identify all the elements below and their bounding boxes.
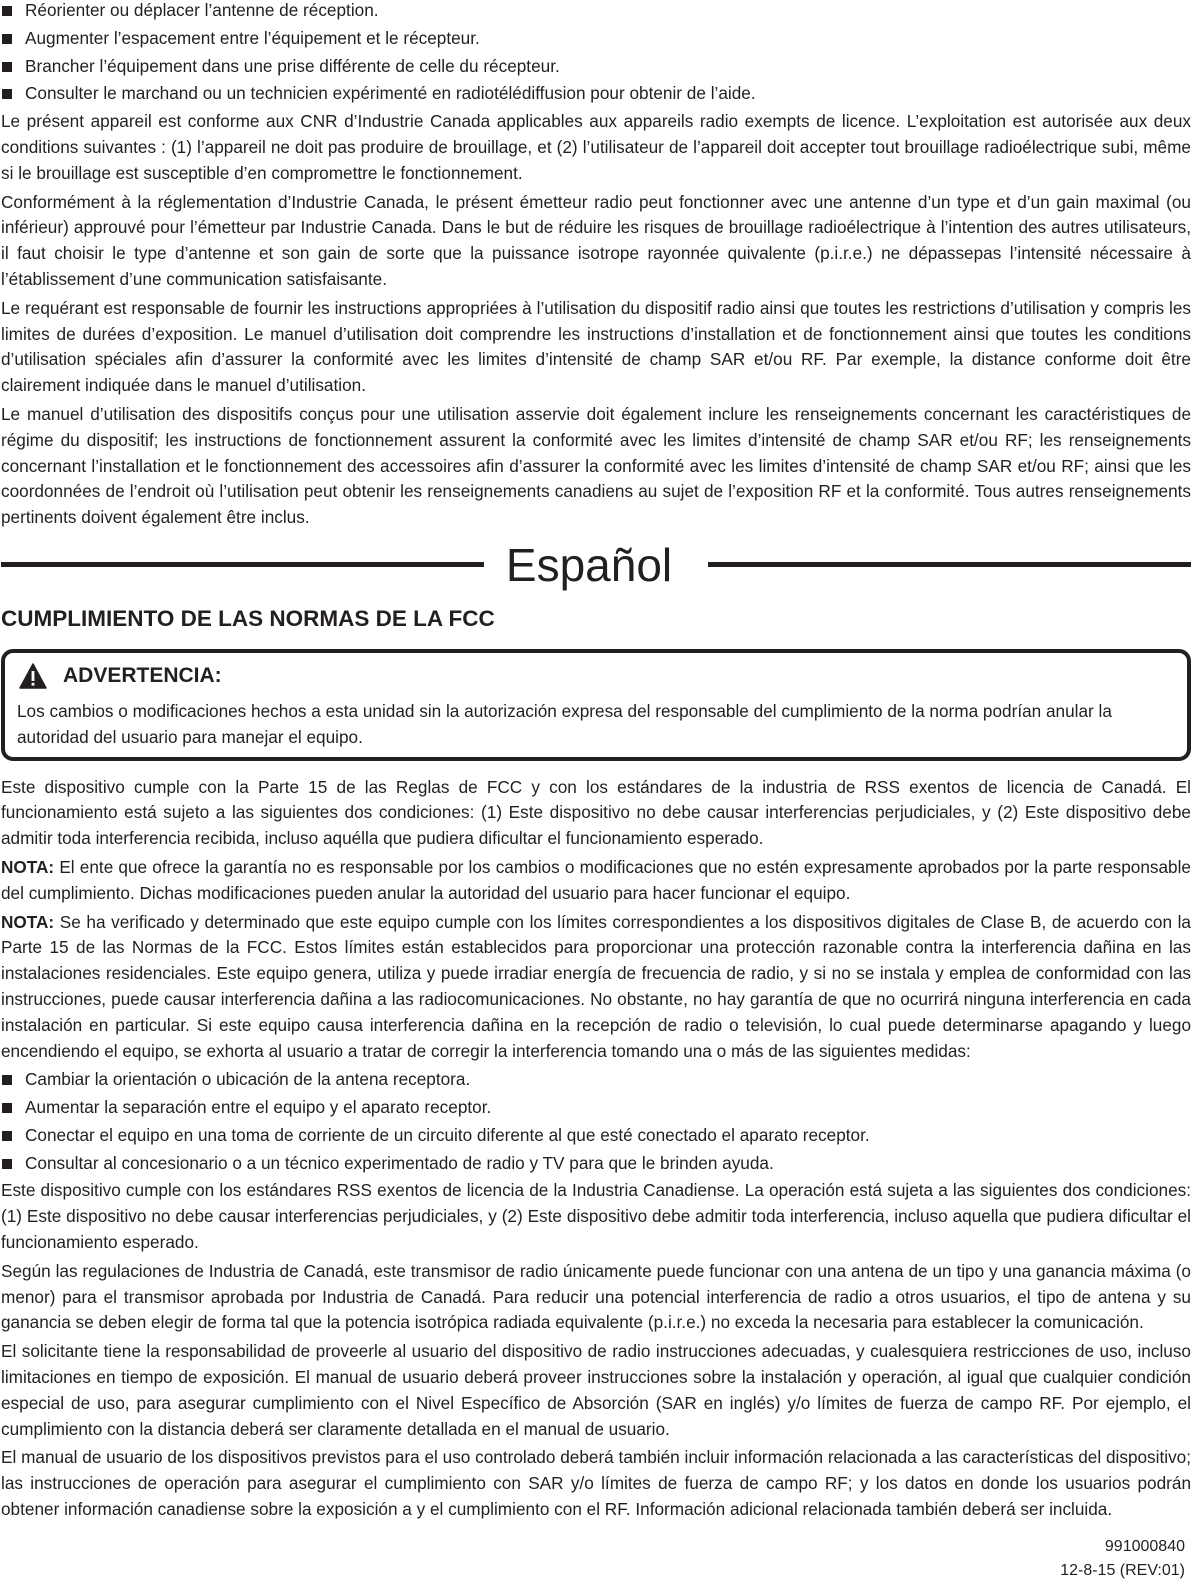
list-item: Consulter le marchand ou un technicien expérimenté en radiotélédiffusion pour obtenir de l’aide.	[1, 81, 1191, 107]
warning-header	[17, 661, 1177, 691]
revision-date: 12-8-15 (REV:01)	[1060, 1561, 1185, 1579]
language-divider	[1, 535, 1191, 595]
spanish-paragraph: Este dispositivo cumple con los estándares RSS exentos de licencia de la Industria Canadiense. La operación está sujeta a las siguientes dos condiciones: (1) Este dispositivo no debe causar interferencias perjudiciales, y (2) Este dispositivo debe admitir toda interferencia, incluso aquella que pudiera dificultar el funcionamiento esperado.	[1, 1180, 1191, 1253]
list-item: Consultar al concesionario o a un técnico experimentado de radio y TV para que le brinden ayuda.	[1, 1151, 1191, 1177]
french-paragraph: Conformément à la réglementation d’Industrie Canada, le présent émetteur radio peut fonctionner avec une antenne d’un type et d’un gain maximal (ou inférieur) approuvé pour l’émetteur par Industrie Canada. Dans le but de réduire les risques de brouillage radioélectrique à l’intention des autres utilisateurs, il faut choisir le type d’antenne et son gain de sorte que la puissance isotrope rayonnée quivalente (p.i.r.e.) ne dépassepas l’intensité nécessaire à l’établissement d’une communication satisfaisante.	[1, 191, 1191, 289]
french-paragraph: Le manuel d’utilisation des dispositifs conçus pour une utilisation asservie doit également inclure les renseignements concernant les caractéristiques de régime du dispositif; les instructions de fonctionnement assurent la conformité avec les limites d’intensité de champ SAR et/ou RF; les renseignements concernant l’installation et le fonctionnement des accessoires afin d’assurer la conformité avec les limites d’intensité de champ SAR et/ou RF; ainsi que les coordonnées de l’endroit où l’utilisation peut obtenir les renseignements canadiens au sujet de l’exposition RF et la conformité. Tous autres renseignements pertinents doivent également être inclus.	[1, 403, 1191, 528]
document-number: 991000840	[1104, 1537, 1185, 1555]
french-bullet-list	[1, 0, 1191, 107]
spanish-paragraph: El manual de usuario de los dispositivos previstos para el uso controlado deberá también incluir información relacionada a las características del dispositivo; las instrucciones de operación para asegurar el cumplimiento con SAR y/o límites de fuerza de campo RF; y los datos en donde los usuarios podrán obtener información canadiense sobre la exposición a y el cumplimiento con el RF. Información adicional relacionada también deberá ser incluida.	[1, 1447, 1191, 1520]
nota-paragraph	[1, 855, 1191, 907]
french-paragraph: Le requérant est responsable de fournir les instructions appropriées à l’utilisation du dispositif radio ainsi que toutes les restrictions d’utilisation y compris les limites de durées d’exposition. Le manuel d’utilisation doit comprendre les instructions d’installation et de fonctionnement ainsi que toutes les conditions d’utilisation spéciales afin d’assurer la conformité avec les limites d’intensité de champ SAR et/ou RF. Par exemple, la distance conforme doit être clairement indiquée dans le manuel d’utilisation.	[1, 297, 1191, 396]
document-footer	[1, 1535, 1191, 1583]
warning-text: Los cambios o modificaciones hechos a esta unidad sin la autorización expresa del responsable del cumplimiento de la norma podrían anular la autoridad del usuario para manejar el equipo.	[17, 700, 1112, 747]
section-heading: CUMPLIMIENTO DE LAS NORMAS DE LA FCC	[1, 605, 495, 631]
list-item: Réorienter ou déplacer l’antenne de réception.	[1, 0, 1191, 24]
warning-triangle-icon	[19, 663, 47, 689]
spanish-paragraph: El solicitante tiene la responsabilidad de proveerle al usuario del dispositivo de radio instrucciones adecuadas, y cualesquiera restricciones de uso, incluso limitaciones en tiempo de exposición. El manual de usuario deberá proveer instrucciones sobre la instalación y operación, al igual que cualquier condición especial de uso, para asegurar cumplimiento con el Nivel Específico de Absorción (SAR en inglés) y/o límites de fuerza de campo RF. Por ejemplo, el cumplimiento con la distancia deberá ser claramente detallada en el manual de usuario.	[1, 1341, 1191, 1439]
spanish-paragraph: Según las regulaciones de Industria de Canadá, este transmisor de radio únicamente puede funcionar con una antena de un tipo y una ganancia máxima (o menor) para el transmisor aprobada por Industria de Canadá. Para reducir una potencial interferencia de radio a otros usuarios, el tipo de antena y su ganancia se deben elegir de forma tal que la potencia isotrópica radiada equivalente (p.i.r.e.) no exceda la necesaria para establecer la comunicación.	[1, 1260, 1191, 1333]
list-item: Conectar el equipo en una toma de corriente de un circuito diferente al que esté conectado el aparato receptor.	[1, 1123, 1191, 1149]
divider-line-right	[708, 562, 1191, 567]
nota-label: NOTA:	[1, 856, 55, 877]
nota-paragraph	[1, 910, 1191, 1065]
divider-line-left	[1, 562, 484, 567]
language-heading: Español	[505, 538, 673, 591]
french-paragraph: Le présent appareil est conforme aux CNR d’Industrie Canada applicables aux appareils radio exempts de licence. L’exploitation est autorisée aux deux conditions suivantes : (1) l’appareil ne doit pas produire de brouillage, et (2) l’utilisateur de l’appareil doit accepter tout brouillage radioélectrique subi, même si le brouillage est susceptible d’en compromettre le fonctionnement.	[1, 111, 1191, 183]
list-item: Augmenter l’espacement entre l’équipement et le récepteur.	[1, 26, 1191, 52]
spanish-paragraph: Este dispositivo cumple con la Parte 15 de las Reglas de FCC y con los estándares de la industria de RSS exentos de licencia de Canadá. El funcionamiento está sujeto a las siguientes dos condiciones: (1) Este dispositivo no debe causar interferencias perjudiciales, y (2) Este dispositivo debe admitir toda interferencia recibida, incluso aquélla que pudiera dificultar el funcionamiento esperado.	[1, 776, 1191, 849]
list-item: Cambiar la orientación o ubicación de la antena receptora.	[1, 1067, 1191, 1093]
nota-text: Se ha verificado y determinado que este equipo cumple con los límites correspondientes a los dispositivos digitales de Clase B, de acuerdo con la Parte 15 de las Normas de la FCC. Estos límites están establecidos para proporcionar una protección razonable contra la interferencia dañina en las instalaciones residenciales. Este equipo genera, utiliza y puede irradiar energía de frecuencia de radio, y si no se instala y emplea de conformidad con las instrucciones, puede causar interferencia dañina a las radiocomunicaciones. No obstante, no hay garantía de que no ocurrirá ninguna interferencia en cada instalación en particular. Si este equipo causa interferencia dañina en la recepción de radio o televisión, lo cual puede determinarse apagando y luego encendiendo el equipo, se exhorta al usuario a tratar de corregir la interferencia tomando una o más de las siguientes medidas:	[1, 911, 1191, 1061]
spanish-bullet-list	[1, 1067, 1191, 1176]
warning-title: ADVERTENCIA:	[63, 663, 222, 687]
list-item: Brancher l’équipement dans une prise différente de celle du récepteur.	[1, 54, 1191, 80]
nota-text: El ente que ofrece la garantía no es responsable por los cambios o modificaciones que no estén expresamente aprobados por la parte responsable del cumplimiento. Dichas modificaciones pueden anular la autoridad del usuario para hacer funcionar el equipo.	[1, 856, 1191, 903]
list-item: Aumentar la separación entre el equipo y el aparato receptor.	[1, 1095, 1191, 1121]
nota-label: NOTA:	[1, 911, 55, 932]
warning-box	[1, 649, 1191, 761]
